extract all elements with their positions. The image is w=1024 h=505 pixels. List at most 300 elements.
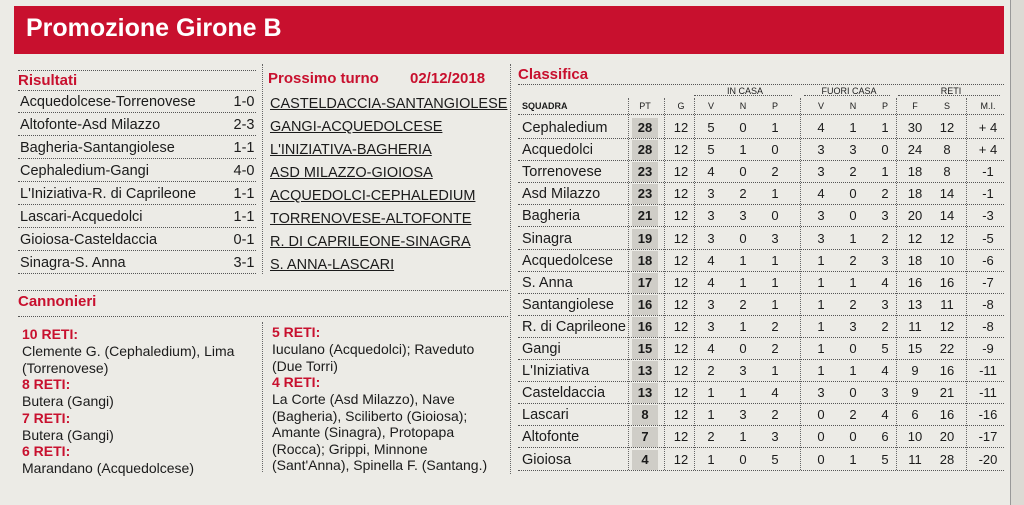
cannonieri-header: Cannonieri <box>18 293 97 310</box>
team-stat: 11 <box>940 296 954 312</box>
column-header: P <box>881 101 888 111</box>
column-divider <box>262 322 263 472</box>
team-stat: + 4 <box>978 120 998 135</box>
team-name: Casteldaccia <box>522 385 606 402</box>
divider <box>518 315 1004 316</box>
column-divider <box>694 98 695 470</box>
team-stat: 1 <box>817 318 825 334</box>
fixture: ASD MILAZZO-GIOIOSA <box>270 165 433 181</box>
team-stat: 3 <box>739 407 747 423</box>
team-stat: 20 <box>939 429 955 445</box>
team-stat: 3 <box>817 142 825 158</box>
team-stat: 4 <box>817 120 825 135</box>
divider <box>18 227 256 228</box>
divider <box>804 95 890 96</box>
team-stat: 6 <box>881 429 889 445</box>
scorers-names: La Corte (Asd Milazzo), Nave <box>272 391 455 407</box>
page-edge <box>1010 0 1024 505</box>
scorers-goals-heading: 7 RETI: <box>22 409 71 426</box>
divider <box>18 250 256 251</box>
team-stat: 12 <box>939 120 955 135</box>
team-stat: 12 <box>673 341 689 356</box>
team-stat: 4 <box>817 186 825 202</box>
team-stat: 1 <box>707 407 715 423</box>
team-name: Cephaledium <box>522 120 608 136</box>
team-stat: 5 <box>771 451 779 467</box>
fixture: ACQUEDOLCI-CEPHALEDIUM <box>270 188 476 204</box>
divider <box>18 273 256 274</box>
divider <box>898 95 1000 96</box>
team-stat: 1 <box>771 296 779 312</box>
team-stat: 21 <box>939 385 955 401</box>
team-stat: 3 <box>817 385 825 401</box>
scorers-goals-heading: 6 RETI: <box>22 443 71 459</box>
divider <box>518 359 1004 360</box>
page-title: Promozione Girone B <box>26 14 282 42</box>
result-score: 4-0 <box>233 163 255 179</box>
team-stat: 5 <box>707 142 715 158</box>
team-stat: 12 <box>673 318 689 334</box>
team-stat: 3 <box>707 208 715 224</box>
scorers-goals-heading: 4 RETI: <box>272 374 321 390</box>
team-stat: 2 <box>771 164 779 180</box>
team-stat: 1 <box>739 429 747 445</box>
team-stat: -9 <box>982 341 994 356</box>
team-stat: 12 <box>673 120 689 135</box>
team-points: 28 <box>632 118 658 138</box>
result-score: 1-1 <box>233 209 255 225</box>
team-stat: 3 <box>881 208 889 224</box>
team-stat: 2 <box>849 164 857 180</box>
team-stat: 3 <box>881 385 889 401</box>
column-divider <box>664 98 665 470</box>
team-stat: 12 <box>673 164 689 180</box>
scorers-names: Butera (Gangi) <box>22 393 114 409</box>
column-divider <box>510 64 511 474</box>
team-name: Asd Milazzo <box>522 186 601 203</box>
team-stat: 0 <box>739 341 747 356</box>
team-stat: 11 <box>908 318 922 334</box>
team-stat: 12 <box>939 230 955 246</box>
team-name: Gangi <box>522 341 561 357</box>
team-stat: 13 <box>907 296 923 312</box>
result-match: Cephaledium-Gangi <box>20 163 149 179</box>
column-header: N <box>739 101 747 111</box>
divider <box>18 290 508 291</box>
team-stat: 2 <box>849 252 857 268</box>
fixture: GANGI-ACQUEDOLCESE <box>270 119 443 135</box>
team-stat: 1 <box>849 230 857 246</box>
result-row <box>0 230 260 250</box>
classifica-header: Classifica <box>518 66 589 83</box>
divider <box>518 271 1004 272</box>
result-score: 1-0 <box>233 94 255 110</box>
team-stat: -6 <box>982 252 994 268</box>
team-stat: 1 <box>817 341 825 356</box>
team-stat: 2 <box>849 296 857 312</box>
team-stat: 1 <box>817 363 825 379</box>
team-stat: 3 <box>739 363 747 379</box>
result-row <box>0 92 260 112</box>
team-stat: 12 <box>673 230 689 246</box>
team-stat: 0 <box>849 186 857 202</box>
team-stat: 5 <box>881 451 889 467</box>
fixture: S. ANNA-LASCARI <box>270 257 395 273</box>
divider <box>18 112 256 113</box>
team-points: 17 <box>632 273 658 293</box>
divider <box>18 181 256 182</box>
team-stat: 12 <box>673 186 689 202</box>
result-row <box>0 115 260 135</box>
team-stat: 5 <box>707 120 715 135</box>
team-stat: 14 <box>939 186 955 202</box>
divider <box>518 182 1004 183</box>
column-header: P <box>771 101 778 111</box>
column-header: V <box>707 101 714 111</box>
result-row <box>0 184 260 204</box>
team-stat: 1 <box>707 451 715 467</box>
team-stat: 0 <box>739 164 747 180</box>
team-points: 13 <box>632 361 658 381</box>
team-stat: 2 <box>849 407 857 423</box>
team-stat: -1 <box>982 164 994 180</box>
result-match: Lascari-Acquedolci <box>20 209 143 225</box>
team-stat: 24 <box>907 142 923 158</box>
team-stat: 6 <box>911 407 919 423</box>
column-header: V <box>817 101 824 111</box>
result-score: 0-1 <box>233 232 255 248</box>
group-header: IN CASA <box>726 86 763 96</box>
team-stat: 3 <box>817 230 825 246</box>
team-stat: 1 <box>739 142 747 158</box>
team-stat: 0 <box>739 451 747 467</box>
column-header: SQUADRA <box>522 101 568 111</box>
team-stat: 9 <box>911 363 919 379</box>
team-stat: 12 <box>673 252 689 268</box>
team-points: 7 <box>632 427 658 447</box>
team-stat: 3 <box>707 186 715 202</box>
divider <box>518 249 1004 250</box>
team-stat: 1 <box>771 252 779 268</box>
team-points: 15 <box>632 339 658 359</box>
result-match: Acquedolcese-Torrenovese <box>20 94 196 110</box>
team-stat: -20 <box>978 451 998 467</box>
scorers-names: Marandano (Acquedolcese) <box>22 460 194 476</box>
team-stat: -7 <box>982 274 994 290</box>
team-points: 23 <box>632 162 658 182</box>
result-match: Bagheria-Santangiolese <box>20 140 175 156</box>
divider <box>18 204 256 205</box>
team-stat: 9 <box>911 385 919 401</box>
team-stat: 0 <box>817 407 825 423</box>
column-header: N <box>849 101 857 111</box>
team-stat: 1 <box>817 252 825 268</box>
scorers-goals-heading: 8 RETI: <box>22 376 71 392</box>
team-stat: 11 <box>908 451 922 467</box>
team-stat: 0 <box>817 429 825 445</box>
team-stat: 3 <box>849 318 857 334</box>
team-stat: 3 <box>707 296 715 312</box>
team-name: Acquedolci <box>522 142 593 159</box>
result-score: 3-1 <box>233 255 255 271</box>
divider <box>518 114 1004 115</box>
divider <box>518 226 1004 227</box>
column-divider <box>800 98 801 470</box>
result-row <box>0 161 260 181</box>
team-stat: 16 <box>939 274 955 290</box>
column-header: M.I. <box>980 101 996 111</box>
team-stat: -8 <box>982 318 994 334</box>
team-stat: + 4 <box>978 142 998 158</box>
team-stat: 1 <box>739 385 747 401</box>
team-stat: 3 <box>849 142 857 158</box>
title-banner <box>14 6 1004 54</box>
scorers-names: (Bagheria), Sciliberto (Gioiosa); <box>272 407 468 424</box>
team-stat: 4 <box>771 385 779 401</box>
team-points: 8 <box>632 405 658 425</box>
team-stat: 2 <box>881 230 889 246</box>
team-stat: 4 <box>707 164 715 180</box>
team-name: Santangiolese <box>522 296 614 313</box>
team-stat: 1 <box>771 274 779 290</box>
divider <box>518 381 1004 382</box>
team-stat: 0 <box>817 451 825 467</box>
team-stat: -11 <box>979 363 997 379</box>
team-stat: -11 <box>979 385 997 401</box>
team-points: 19 <box>632 229 658 249</box>
team-stat: 12 <box>673 363 689 379</box>
team-stat: 2 <box>771 407 779 423</box>
divider <box>518 337 1004 338</box>
team-stat: 3 <box>881 296 889 312</box>
team-stat: 12 <box>939 318 955 334</box>
divider <box>18 70 256 71</box>
divider <box>18 90 256 91</box>
team-stat: 0 <box>849 385 857 401</box>
team-stat: 0 <box>771 208 779 224</box>
team-name: Gioiosa <box>522 451 572 468</box>
column-header: S <box>943 101 950 111</box>
team-points: 16 <box>632 317 658 337</box>
result-match: L'Iniziativa-R. di Caprileone <box>20 186 197 202</box>
group-header: FUORI CASA <box>821 86 877 96</box>
team-stat: 4 <box>707 274 715 290</box>
team-stat: 0 <box>849 341 857 356</box>
team-stat: 12 <box>673 208 689 224</box>
result-match: Gioiosa-Casteldaccia <box>20 232 158 248</box>
divider <box>18 135 256 136</box>
team-stat: 12 <box>673 407 689 423</box>
fixture: CASTELDACCIA-SANTANGIOLESE <box>270 96 508 112</box>
team-name: L'Iniziativa <box>522 363 590 380</box>
team-points: 21 <box>632 206 658 226</box>
team-stat: 1 <box>739 252 747 268</box>
team-stat: 20 <box>907 208 923 224</box>
team-stat: -17 <box>978 429 998 445</box>
column-header: G <box>677 101 685 111</box>
column-divider <box>966 98 967 470</box>
team-stat: 1 <box>817 274 825 290</box>
divider <box>518 138 1004 139</box>
fixture: TORRENOVESE-ALTOFONTE <box>270 211 472 227</box>
team-stat: 2 <box>739 186 747 202</box>
scorers-names: (Sant'Anna), Spinella F. (Santang.) <box>272 457 488 473</box>
team-stat: 12 <box>673 142 689 158</box>
scorers-names: (Rocca); Grippi, Minnone <box>272 440 428 457</box>
team-stat: 2 <box>739 296 747 312</box>
team-stat: -8 <box>982 296 994 312</box>
divider <box>518 470 1004 471</box>
result-score: 1-1 <box>233 186 255 202</box>
team-stat: 1 <box>881 164 889 180</box>
team-stat: 2 <box>707 429 715 445</box>
team-stat: 4 <box>881 274 889 290</box>
team-points: 4 <box>632 450 658 470</box>
team-stat: 1 <box>771 186 779 202</box>
prossimo-header: Prossimo turno <box>268 70 379 87</box>
result-score: 2-3 <box>233 117 255 133</box>
result-match: Sinagra-S. Anna <box>20 255 126 271</box>
team-stat: 10 <box>907 429 923 445</box>
scorers-goals-heading: 5 RETI: <box>272 324 321 340</box>
team-stat: 3 <box>707 318 715 334</box>
scorers-names: (Due Torri) <box>272 357 338 374</box>
team-name: Lascari <box>522 407 569 424</box>
scorers-names: Iuculano (Acquedolci); Raveduto <box>272 341 475 357</box>
column-header: PT <box>639 101 651 111</box>
divider <box>18 158 256 159</box>
scorers-names: Butera (Gangi) <box>22 426 114 443</box>
team-name: Torrenovese <box>522 164 602 181</box>
team-stat: 2 <box>707 363 715 379</box>
fixture: L'INIZIATIVA-BAGHERIA <box>270 142 432 158</box>
team-stat: 8 <box>943 142 951 158</box>
team-stat: 10 <box>939 252 955 268</box>
team-stat: 0 <box>849 208 857 224</box>
team-stat: 16 <box>939 363 955 379</box>
team-stat: 1 <box>849 274 857 290</box>
team-stat: 30 <box>907 120 923 135</box>
team-stat: 3 <box>707 230 715 246</box>
divider <box>518 204 1004 205</box>
team-stat: 1 <box>771 120 779 135</box>
team-stat: 1 <box>881 120 889 135</box>
team-stat: 0 <box>739 230 747 246</box>
team-stat: 1 <box>849 120 857 135</box>
team-name: Acquedolcese <box>522 252 614 269</box>
team-stat: 12 <box>673 429 689 445</box>
team-points: 16 <box>632 295 658 315</box>
column-divider <box>628 98 629 470</box>
team-stat: 1 <box>849 451 857 467</box>
prossimo-date: 02/12/2018 <box>410 70 486 87</box>
team-stat: 0 <box>771 142 779 158</box>
team-stat: 0 <box>739 120 747 135</box>
scorers-names: Clemente G. (Cephaledium), Lima <box>22 343 235 359</box>
team-stat: 0 <box>849 429 857 445</box>
team-points: 28 <box>632 140 658 160</box>
divider <box>518 160 1004 161</box>
team-name: Altofonte <box>522 429 580 446</box>
column-divider <box>262 64 263 274</box>
team-stat: 12 <box>673 385 689 401</box>
group-header: RETI <box>940 86 962 96</box>
team-stat: 12 <box>673 451 689 467</box>
team-name: Bagheria <box>522 208 581 225</box>
result-row <box>0 207 260 227</box>
team-stat: 2 <box>881 318 889 334</box>
team-stat: -1 <box>982 186 994 202</box>
divider <box>518 403 1004 404</box>
team-stat: 16 <box>939 407 955 423</box>
divider <box>694 95 792 96</box>
divider <box>518 293 1004 294</box>
team-stat: 14 <box>939 208 955 224</box>
team-stat: 1 <box>849 363 857 379</box>
team-points: 18 <box>632 251 658 271</box>
fixture: R. DI CAPRILEONE-SINAGRA <box>270 234 471 250</box>
result-score: 1-1 <box>233 140 255 156</box>
result-match: Altofonte-Asd Milazzo <box>20 117 161 133</box>
team-stat: 16 <box>907 274 923 290</box>
team-stat: 2 <box>771 318 779 334</box>
team-stat: 4 <box>707 341 715 356</box>
team-stat: 3 <box>771 429 779 445</box>
team-stat: 2 <box>771 341 779 356</box>
result-row <box>0 138 260 158</box>
scorers-names: (Torrenovese) <box>22 359 109 376</box>
scorers-goals-heading: 10 RETI: <box>22 326 79 342</box>
team-stat: -3 <box>982 208 994 224</box>
team-stat: 22 <box>939 341 955 356</box>
team-stat: 1 <box>817 296 825 312</box>
team-stat: 3 <box>817 164 825 180</box>
team-stat: 18 <box>907 186 923 202</box>
team-stat: 4 <box>881 363 889 379</box>
team-points: 13 <box>632 383 658 403</box>
team-name: Sinagra <box>522 230 572 247</box>
team-stat: 18 <box>907 164 923 180</box>
team-stat: 3 <box>739 208 747 224</box>
team-name: R. di Caprileone <box>522 318 626 335</box>
team-stat: 1 <box>707 385 715 401</box>
team-stat: 2 <box>881 186 889 202</box>
team-stat: 3 <box>881 252 889 268</box>
team-stat: 0 <box>881 142 889 158</box>
team-name: S. Anna <box>522 274 573 291</box>
team-stat: -5 <box>982 230 994 246</box>
team-stat: 5 <box>881 341 889 356</box>
scorers-names: Amante (Sinagra), Protopapa <box>272 424 455 440</box>
column-header: F <box>912 101 918 111</box>
team-stat: 4 <box>707 252 715 268</box>
team-stat: 15 <box>907 341 923 356</box>
divider <box>518 447 1004 448</box>
team-stat: 12 <box>673 274 689 290</box>
team-points: 23 <box>632 184 658 204</box>
divider <box>18 316 508 317</box>
result-row <box>0 253 260 273</box>
team-stat: 1 <box>771 363 779 379</box>
team-stat: 8 <box>943 164 951 180</box>
team-stat: 3 <box>817 208 825 224</box>
team-stat: 28 <box>939 451 955 467</box>
divider <box>518 84 1004 85</box>
team-stat: 18 <box>907 252 923 268</box>
team-stat: 4 <box>881 407 889 423</box>
team-stat: 3 <box>771 230 779 246</box>
team-stat: 12 <box>907 230 923 246</box>
